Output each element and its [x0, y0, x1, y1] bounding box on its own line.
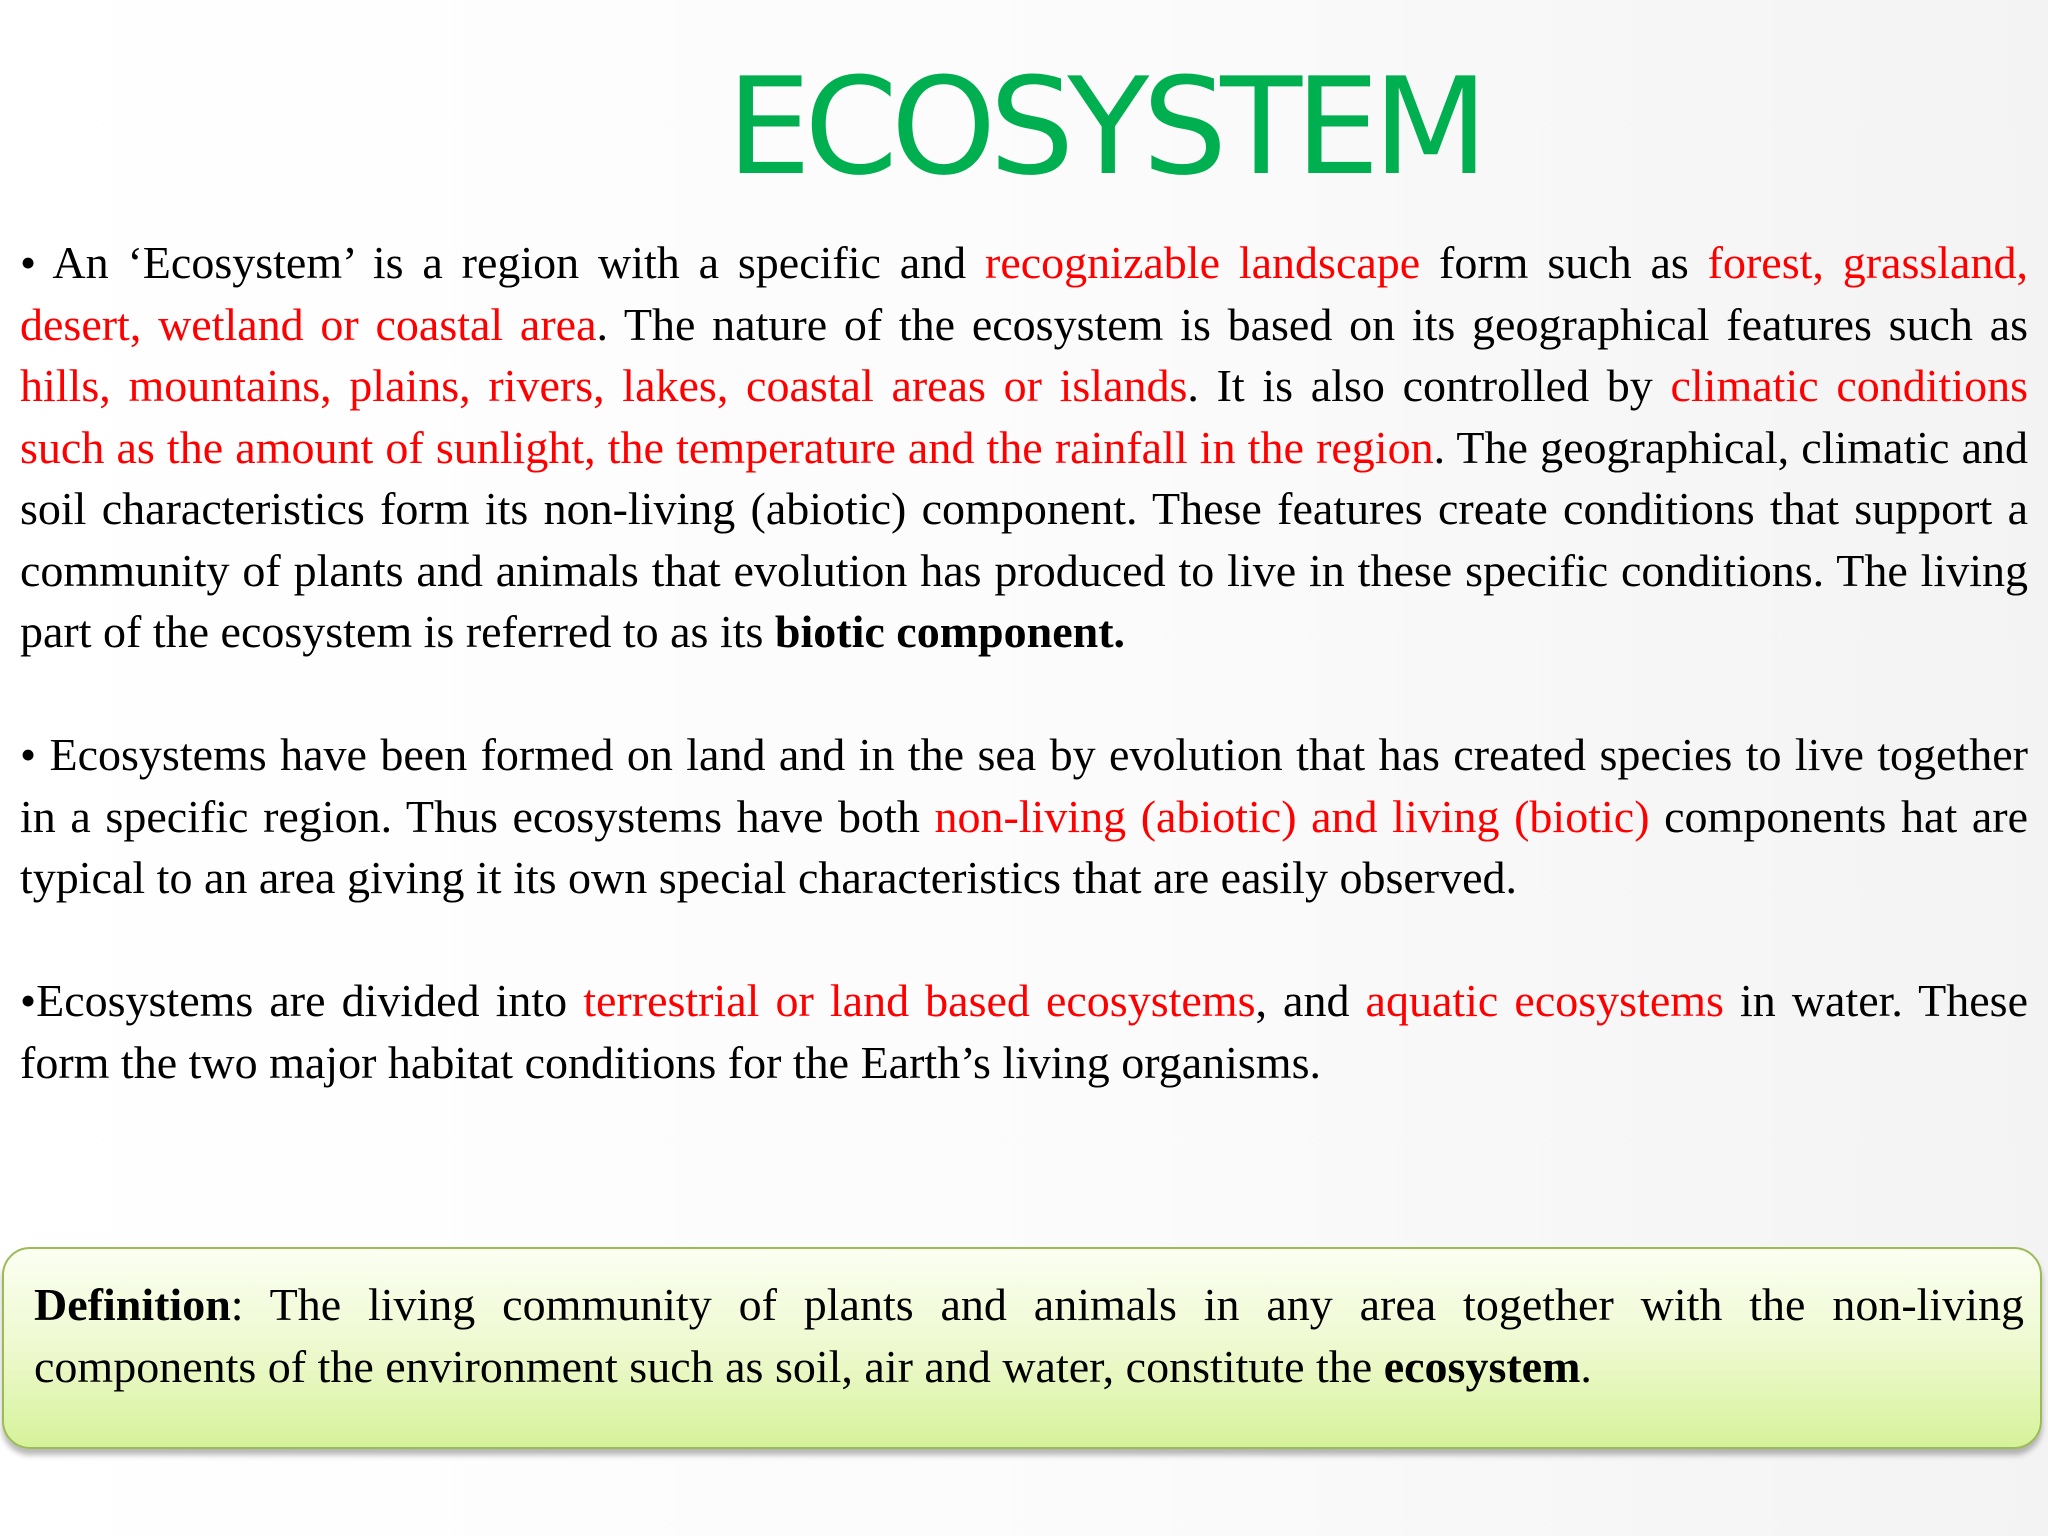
text-segment: in water. These form the two major habitat conditions for the Earth’s living organisms. — [20, 975, 2029, 1088]
text-segment: • Ecosystems have been formed on land and in the sea by evolution that has created species to live together in a specific region. Thus ecosystems have both — [20, 729, 2028, 842]
highlighted-text: forest, grassland, desert, wetland or coastal area — [20, 237, 2028, 350]
text-segment: components hat are typical to an area giving it its own special characteristics that are easily observed. — [20, 790, 2028, 903]
slide-title: ECOSYSTEM — [726, 49, 1482, 205]
text-segment: . It is also controlled by — [1187, 360, 1671, 411]
text-segment: . The geographical, climatic and soil characteristics form its non-living (abiotic) component. These features create conditions that support a community of plants and animals that evolution has produced to live in these specific conditions. The living part of the ecosystem is referred to as its — [20, 421, 2028, 657]
text-segment: • An ‘Ecosystem’ is a region with a specific and — [20, 237, 986, 288]
text-segment: •Ecosystems are divided into — [20, 975, 584, 1026]
highlighted-text: terrestrial or land based ecosystems — [583, 975, 1256, 1026]
text-segment: form such as — [1420, 237, 1708, 288]
highlighted-text: recognizable landscape — [985, 237, 1421, 288]
definition-end: . — [1580, 1340, 1592, 1392]
definition-label: Definition — [34, 1279, 231, 1330]
definition-body: : The living community of plants and animals in any area together with the non-living components of the environment such as soil, air and water, constitute the — [34, 1279, 2024, 1392]
paragraph — [20, 970, 2028, 1093]
highlighted-text: aquatic ecosystems — [1365, 975, 1724, 1026]
highlighted-text: non-living (abiotic) and living (biotic) — [934, 790, 1650, 842]
paragraph — [20, 232, 2028, 663]
definition-box — [2, 1247, 2042, 1449]
definition-text — [34, 1274, 2024, 1397]
text-segment: . The nature of the ecosystem is based on its geographical features such as — [596, 298, 2028, 350]
definition-emphasis: ecosystem — [1383, 1340, 1581, 1392]
bold-text: biotic component. — [774, 606, 1126, 657]
highlighted-text: hills, mountains, plains, rivers, lakes, coastal areas or islands — [20, 360, 1188, 411]
body-text — [20, 232, 2028, 1093]
paragraph — [20, 724, 2028, 909]
highlighted-text: climatic conditions such as the amount of sunlight, the temperature and the rainfall in the region — [20, 360, 2028, 473]
text-segment: , and — [1255, 975, 1366, 1026]
